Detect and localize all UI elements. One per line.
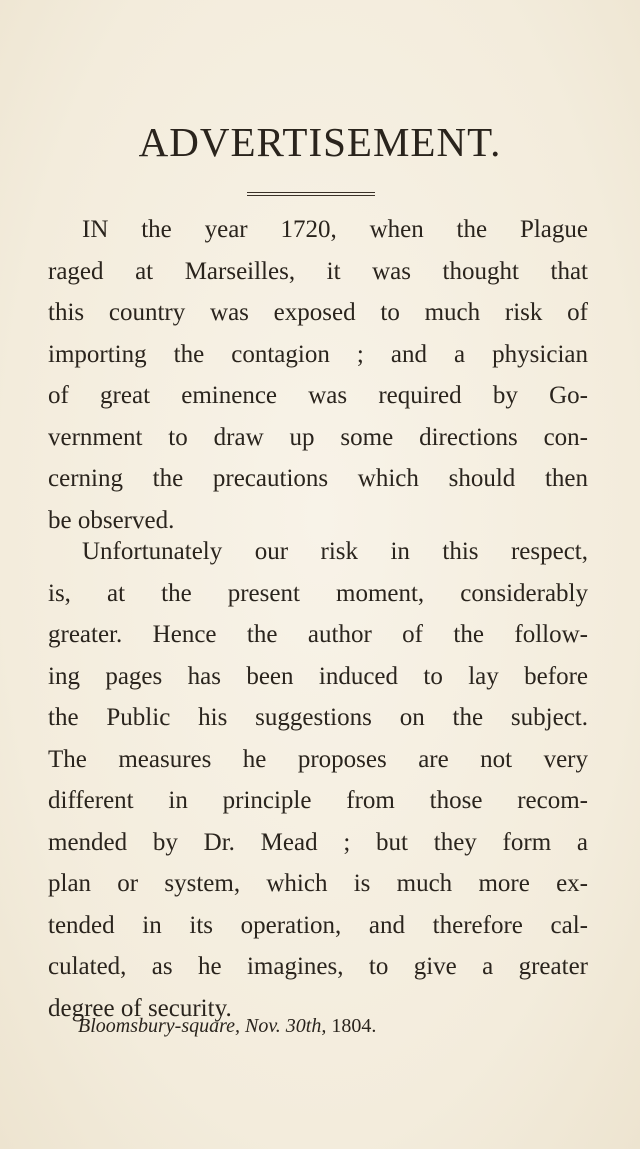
paragraph-plague-1720 [48,209,588,541]
text-line: greater. Hence the author of the follow- [48,621,588,648]
text-line: be observed. [48,506,175,534]
text-line: importing the contagion ; and a physician [48,340,588,368]
text-line: ing pages has been induced to lay before [48,662,588,690]
text-line: vernment to draw up some directions con- [48,423,588,451]
text-line: of great eminence was required by Go- [48,382,588,409]
text-line: degree of security. [48,994,232,1022]
title-divider-rule [247,192,375,196]
dateline-place: Bloomsbury-square, [78,1015,241,1037]
page-title: ADVERTISEMENT. [138,119,502,165]
text-line: Unfortunately our risk in this respect, [82,538,588,565]
text-line: plan or system, which is much more ex- [48,870,588,897]
paragraph-present-risk [48,531,588,1029]
text-line: the Public his suggestions on the subject. [48,704,588,731]
text-line: tended in its operation, and therefore cal- [48,911,588,939]
text-line: cerning the precautions which should then [48,465,588,492]
text-line: this country was exposed to much risk of [48,299,588,326]
text-line: mended by Dr. Mead ; but they form a [48,828,588,856]
text-line: raged at Marseilles, it was thought that [48,257,588,285]
text-line: is, at the present moment, considerably [48,579,588,607]
dateline-day: 30th, [285,1015,327,1037]
dateline-signature [78,1015,376,1038]
text-line: The measures he proposes are not very [48,745,588,773]
text-line: IN the year 1720, when the Plague [82,216,588,243]
dateline-year: 1804. [331,1015,377,1037]
text-line: culated, as he imagines, to give a greater [48,953,588,980]
dateline-month: Nov. [245,1015,281,1037]
text-line: different in principle from those recom- [48,787,588,814]
